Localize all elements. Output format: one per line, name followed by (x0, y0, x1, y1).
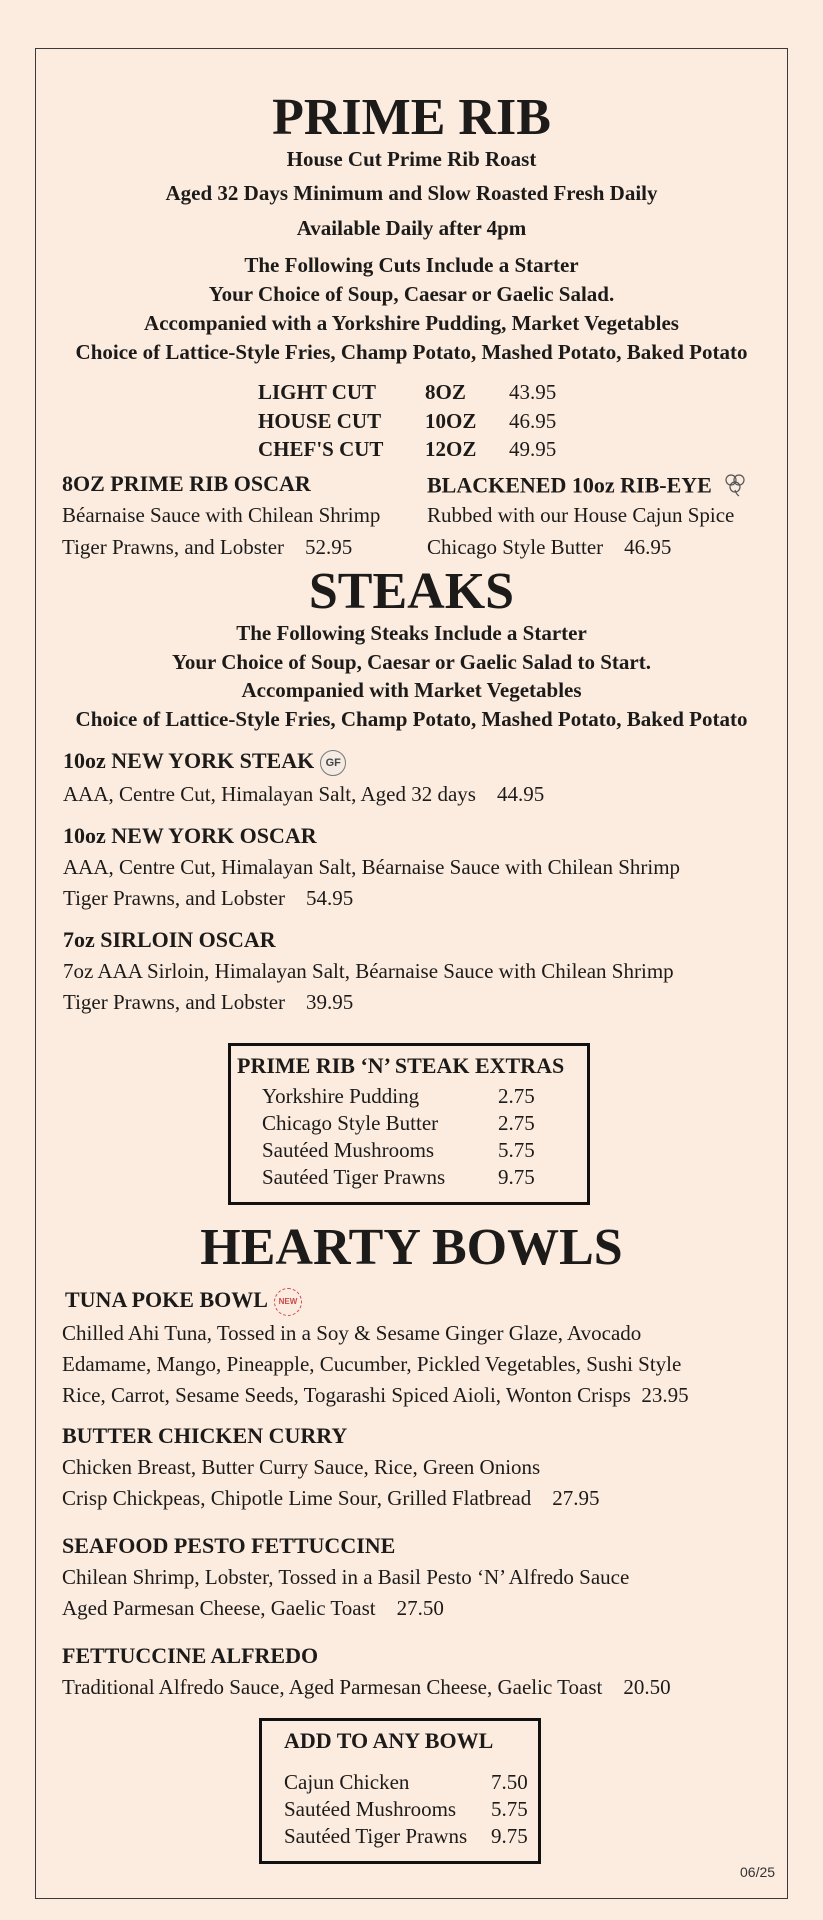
steak-extras-title: PRIME RIB ‘N’ STEAK EXTRAS (237, 1053, 565, 1078)
tuna-poke-title-row (65, 1286, 302, 1316)
prime-rib-oscar-price: 52.95 (305, 535, 353, 559)
prime-rib-heading: PRIME RIB (272, 89, 551, 146)
fettuccine-alfredo-desc (62, 1672, 671, 1702)
bowl-add-ons-box (259, 1718, 541, 1864)
cut-size: 8OZ (425, 380, 466, 404)
ribeye-desc-2 (427, 532, 671, 562)
cut-size: 10OZ (425, 408, 477, 433)
butter-chicken-desc-text: Crisp Chickpeas, Chipotle Lime Sour, Grilled Flatbread (62, 1486, 532, 1510)
cut-row (258, 407, 556, 436)
prime-rib-aging: Aged 32 Days Minimum and Slow Roasted Fresh Daily (165, 181, 658, 205)
tuna-poke-desc: Edamame, Mango, Pineapple, Cucumber, Pickled Vegetables, Sushi Style (62, 1352, 682, 1376)
seafood-pesto-desc-2 (62, 1593, 444, 1623)
seafood-pesto-desc: Chilean Shrimp, Lobster, Tossed in a Basil Pesto ‘N’ Alfredo Sauce (62, 1565, 630, 1589)
fettuccine-alfredo-price: 20.50 (623, 1675, 671, 1699)
butter-chicken-desc: Chicken Breast, Butter Curry Sauce, Rice, Green Onions (62, 1455, 541, 1479)
gluten-free-badge: GF (320, 750, 346, 776)
tuna-poke-desc: Chilled Ahi Tuna, Tossed in a Soy & Sesame Ginger Glaze, Avocado (62, 1321, 642, 1345)
ny-oscar-desc-text: Tiger Prawns, and Lobster (63, 886, 286, 910)
prime-rib-oscar-desc-2 (62, 532, 352, 562)
prime-rib-availability: Available Daily after 4pm (296, 216, 527, 240)
menu-date: 06/25 (740, 1864, 776, 1880)
add-on-row (284, 1769, 528, 1796)
ny-steak-desc-text: AAA, Centre Cut, Himalayan Salt, Aged 32 days (63, 782, 476, 806)
sirloin-oscar-desc-text: Tiger Prawns, and Lobster (63, 990, 286, 1014)
steak-extras-list (262, 1083, 535, 1191)
sirloin-oscar-desc: 7oz AAA Sirloin, Himalayan Salt, Béarnaise Sauce with Chilean Shrimp (63, 959, 674, 983)
prime-rib-oscar-title: 8OZ PRIME RIB OSCAR (62, 471, 311, 496)
extra-price: 9.75 (498, 1165, 535, 1189)
add-on-name: Cajun Chicken (284, 1770, 410, 1794)
seafood-pesto-title: SEAFOOD PESTO FETTUCCINE (62, 1533, 396, 1558)
butter-chicken-title: BUTTER CHICKEN CURRY (62, 1423, 348, 1448)
ribeye-desc: Rubbed with our House Cajun Spice (427, 503, 735, 527)
ny-oscar-title: 10oz NEW YORK OSCAR (63, 823, 317, 848)
bowl-add-ons-list (284, 1769, 528, 1850)
butter-chicken-desc-2 (62, 1483, 600, 1513)
prime-rib-starter-line: Your Choice of Soup, Caesar or Gaelic Salad. (208, 282, 615, 306)
cut-price: 43.95 (509, 380, 557, 404)
add-on-row (284, 1796, 528, 1823)
ny-steak-title: 10oz NEW YORK STEAK (63, 748, 315, 773)
steaks-intro-line: Your Choice of Soup, Caesar or Gaelic Salad to Start. (172, 650, 651, 674)
extra-name: Yorkshire Pudding (262, 1084, 420, 1108)
add-on-price: 5.75 (491, 1797, 528, 1821)
sirloin-oscar-title: 7oz SIRLOIN OSCAR (63, 927, 276, 952)
prime-rib-subtitle: House Cut Prime Rib Roast (286, 147, 537, 171)
ny-oscar-desc: AAA, Centre Cut, Himalayan Salt, Béarnaise Sauce with Chilean Shrimp (63, 855, 681, 879)
ny-oscar-desc-2 (63, 883, 353, 913)
ny-steak-desc (63, 779, 544, 809)
hearty-bowls-heading: HEARTY BOWLS (200, 1219, 623, 1276)
ribeye-desc-text: Chicago Style Butter (427, 535, 604, 559)
steak-extras-box (228, 1043, 590, 1205)
prime-rib-starter-line: Choice of Lattice-Style Fries, Champ Potato, Mashed Potato, Baked Potato (75, 340, 748, 364)
prime-rib-starter-line: The Following Cuts Include a Starter (244, 253, 579, 277)
new-badge: NEW (274, 1288, 302, 1316)
ribeye-title: BLACKENED 10oz RIB-EYE (427, 472, 712, 498)
sirloin-oscar-desc-2 (63, 987, 353, 1017)
extra-row (262, 1164, 535, 1191)
cut-price: 46.95 (509, 408, 557, 433)
cut-row (258, 435, 556, 464)
add-on-name: Sautéed Tiger Prawns (284, 1824, 468, 1848)
extra-row (262, 1137, 535, 1164)
prime-rib-starter-line: Accompanied with a Yorkshire Pudding, Market Vegetables (144, 311, 679, 335)
fettuccine-alfredo-desc-text: Traditional Alfredo Sauce, Aged Parmesan Cheese, Gaelic Toast (62, 1675, 603, 1699)
extra-name: Chicago Style Butter (262, 1111, 439, 1135)
seafood-pesto-desc-text: Aged Parmesan Cheese, Gaelic Toast (62, 1596, 376, 1620)
ny-steak-title-row (63, 747, 346, 776)
prime-rib-cuts (258, 378, 556, 464)
tuna-poke-price: 23.95 (641, 1383, 689, 1407)
fettuccine-alfredo-title: FETTUCCINE ALFREDO (62, 1643, 319, 1668)
add-on-price: 7.50 (491, 1770, 528, 1794)
ny-steak-price: 44.95 (496, 782, 545, 806)
steaks-intro-line: The Following Steaks Include a Starter (236, 621, 587, 645)
prime-rib-oscar-desc-text: Tiger Prawns, and Lobster (62, 535, 285, 559)
cut-price: 49.95 (509, 437, 557, 461)
extra-name: Sautéed Mushrooms (262, 1138, 435, 1162)
cut-size: 12OZ (425, 437, 477, 461)
bowl-add-ons-title: ADD TO ANY BOWL (284, 1728, 494, 1753)
ribeye-price: 46.95 (624, 535, 672, 559)
extra-row (262, 1110, 535, 1137)
ny-oscar-price: 54.95 (306, 886, 354, 910)
add-on-price: 9.75 (491, 1824, 528, 1848)
cut-name: HOUSE CUT (258, 408, 382, 433)
extra-name: Sautéed Tiger Prawns (262, 1165, 446, 1189)
sirloin-oscar-price: 39.95 (306, 990, 354, 1014)
add-on-name: Sautéed Mushrooms (284, 1797, 457, 1821)
seafood-pesto-price: 27.50 (396, 1596, 444, 1620)
add-on-row (284, 1823, 528, 1850)
extra-price: 5.75 (498, 1138, 535, 1162)
steaks-intro-line: Choice of Lattice-Style Fries, Champ Potato, Mashed Potato, Baked Potato (75, 707, 748, 731)
cut-row (258, 378, 556, 407)
cut-name: LIGHT CUT (258, 380, 377, 404)
extra-price: 2.75 (498, 1084, 535, 1108)
cut-name: CHEF'S CUT (258, 437, 384, 461)
butter-chicken-price: 27.95 (552, 1486, 600, 1510)
extra-price: 2.75 (498, 1111, 535, 1135)
tuna-poke-desc-3 (62, 1380, 689, 1410)
extra-row (262, 1083, 535, 1110)
tuna-poke-title: TUNA POKE BOWL (65, 1287, 268, 1312)
tuna-poke-desc-text: Rice, Carrot, Sesame Seeds, Togarashi Spiced Aioli, Wonton Crisps (62, 1383, 631, 1407)
prime-rib-oscar-desc: Béarnaise Sauce with Chilean Shrimp (62, 503, 381, 527)
steaks-heading: STEAKS (308, 563, 515, 620)
steaks-intro-line: Accompanied with Market Vegetables (241, 678, 582, 702)
